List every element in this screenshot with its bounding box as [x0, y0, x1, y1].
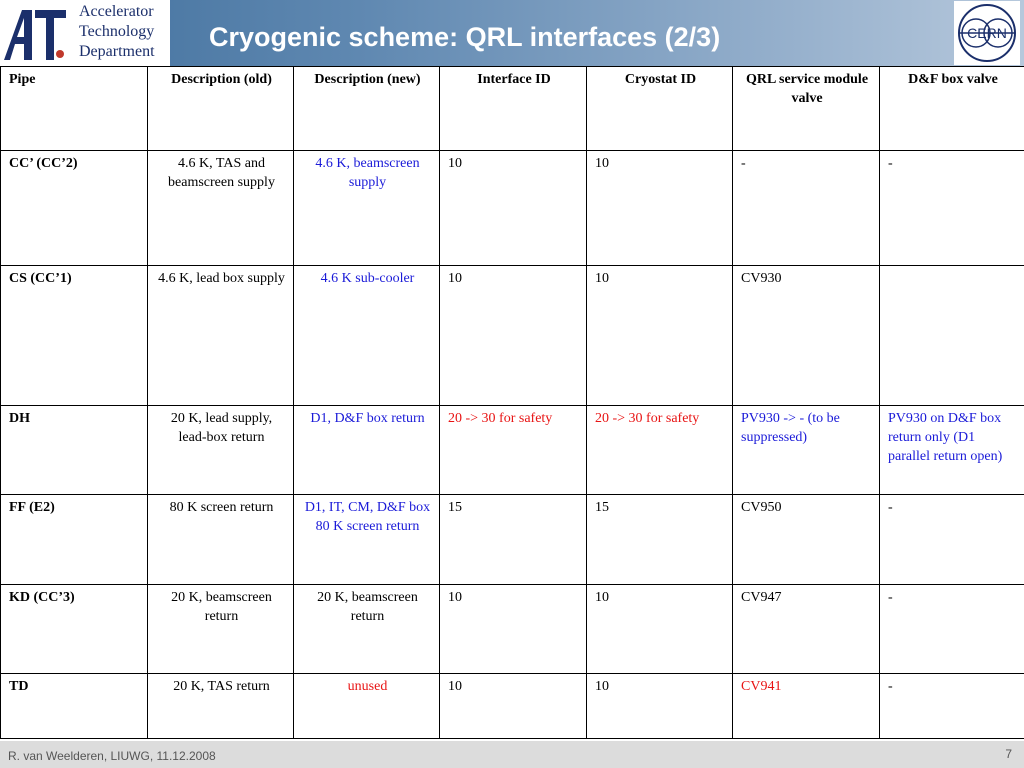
slide-header — [0, 0, 1024, 66]
table-row — [1, 406, 1024, 495]
pipe-cell: TD — [1, 674, 148, 739]
description-new-cell: D1, IT, CM, D&F box 80 K screen return — [294, 495, 440, 585]
description-new-cell: unused — [294, 674, 440, 739]
pipe-cell: DH — [1, 406, 148, 495]
logo-line-3: Department — [79, 43, 155, 60]
description-old-cell: 4.6 K, lead box supply — [148, 266, 294, 406]
qrl-valve-cell: - — [733, 151, 880, 266]
footer-author: R. van Weelderen, LIUWG, 11.12.2008 — [8, 749, 216, 763]
interfaces-table-wrapper — [0, 66, 1024, 739]
atd-logo — [0, 0, 170, 66]
table-row — [1, 585, 1024, 674]
slide-title: Cryogenic scheme: QRL interfaces (2/3) — [209, 22, 721, 52]
atd-logo-icon — [2, 4, 68, 62]
qrl-valve-cell: CV947 — [733, 585, 880, 674]
cryostat-id-cell: 20 -> 30 for safety — [587, 406, 733, 495]
description-new-cell: D1, D&F box return — [294, 406, 440, 495]
pipe-cell: CC’ (CC’2) — [1, 151, 148, 266]
pipe-cell: KD (CC’3) — [1, 585, 148, 674]
column-header-description-new: Description (new) — [294, 67, 440, 151]
slide-footer — [0, 741, 1024, 768]
qrl-valve-cell: PV930 -> - (to be suppressed) — [733, 406, 880, 495]
cryostat-id-cell: 10 — [587, 151, 733, 266]
interface-id-cell: 15 — [440, 495, 587, 585]
column-header-interface-id: Interface ID — [440, 67, 587, 151]
column-header-description-old: Description (old) — [148, 67, 294, 151]
qrl-valve-cell: CV941 — [733, 674, 880, 739]
cryostat-id-cell: 15 — [587, 495, 733, 585]
qrl-interfaces-table — [0, 66, 1024, 739]
description-old-cell: 80 K screen return — [148, 495, 294, 585]
pipe-cell: FF (E2) — [1, 495, 148, 585]
qrl-valve-cell: CV950 — [733, 495, 880, 585]
df-valve-cell: - — [880, 151, 1024, 266]
df-valve-cell — [880, 266, 1024, 406]
column-header-pipe: Pipe — [1, 67, 148, 151]
df-valve-cell: - — [880, 495, 1024, 585]
df-valve-cell: PV930 on D&F box return only (D1 parallel return open) — [880, 406, 1024, 495]
column-header-cryostat-id: Cryostat ID — [587, 67, 733, 151]
qrl-valve-cell: CV930 — [733, 266, 880, 406]
description-old-cell: 20 K, TAS return — [148, 674, 294, 739]
table-row — [1, 266, 1024, 406]
pipe-cell: CS (CC’1) — [1, 266, 148, 406]
column-header-df-valve: D&F box valve — [880, 67, 1024, 151]
table-row — [1, 674, 1024, 739]
cern-logo-text: CERN — [967, 25, 1007, 41]
table-header-row — [1, 67, 1024, 151]
interface-id-cell: 20 -> 30 for safety — [440, 406, 587, 495]
description-new-cell: 4.6 K, beamscreen supply — [294, 151, 440, 266]
cryostat-id-cell: 10 — [587, 266, 733, 406]
df-valve-cell: - — [880, 674, 1024, 739]
cryostat-id-cell: 10 — [587, 585, 733, 674]
logo-line-1: Accelerator — [79, 3, 154, 20]
table-row — [1, 495, 1024, 585]
description-old-cell: 20 K, beamscreen return — [148, 585, 294, 674]
interface-id-cell: 10 — [440, 266, 587, 406]
description-old-cell: 4.6 K, TAS and beamscreen supply — [148, 151, 294, 266]
description-old-cell: 20 K, lead supply, lead-box return — [148, 406, 294, 495]
interface-id-cell: 10 — [440, 674, 587, 739]
logo-line-2: Technology — [79, 23, 155, 40]
interface-id-cell: 10 — [440, 151, 587, 266]
table-row — [1, 151, 1024, 266]
cern-logo — [954, 1, 1020, 65]
interface-id-cell: 10 — [440, 585, 587, 674]
cryostat-id-cell: 10 — [587, 674, 733, 739]
description-new-cell: 20 K, beamscreen return — [294, 585, 440, 674]
page-number: 7 — [1005, 747, 1012, 761]
column-header-qrl-valve: QRL service module valve — [733, 67, 880, 151]
cern-logo-icon — [954, 1, 1020, 65]
logo-text — [79, 2, 169, 62]
description-new-cell: 4.6 K sub-cooler — [294, 266, 440, 406]
df-valve-cell: - — [880, 585, 1024, 674]
